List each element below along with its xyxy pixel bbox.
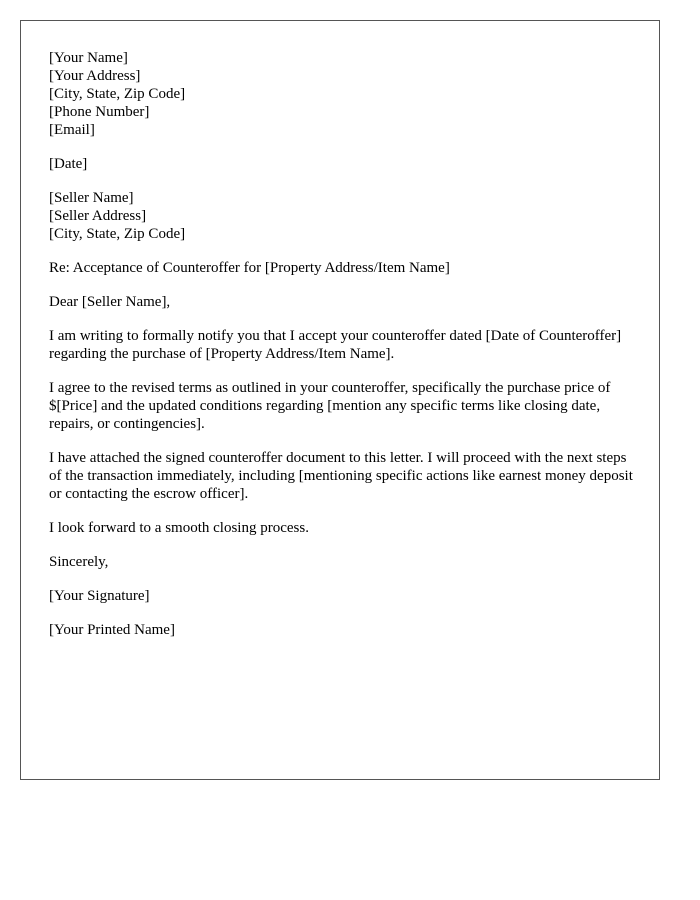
body-paragraph-2: I agree to the revised terms as outlined in your counteroffer, specifically the purchase price of $[Price] and the updated conditions regarding [mention any specific terms like closing date, repairs, or contingencies]. (49, 380, 611, 432)
sender-city-state-zip: [City, State, Zip Code] (49, 86, 186, 102)
subject-line: Re: Acceptance of Counteroffer for [Property Address/Item Name] (49, 260, 450, 276)
signature: [Your Signature] (49, 588, 150, 604)
letter-body (49, 49, 635, 655)
printed-name: [Your Printed Name] (49, 622, 175, 638)
body-paragraph-4: I look forward to a smooth closing process. (49, 520, 309, 536)
recipient-address: [Seller Address] (49, 208, 147, 224)
recipient-block (49, 189, 635, 243)
closing: Sincerely, (49, 554, 109, 570)
recipient-name: [Seller Name] (49, 190, 134, 206)
sender-address: [Your Address] (49, 68, 141, 84)
date-block (49, 155, 635, 173)
letter-page (20, 20, 660, 780)
sender-email: [Email] (49, 122, 95, 138)
salutation: Dear [Seller Name], (49, 294, 171, 310)
body-paragraph-3: I have attached the signed counteroffer document to this letter. I will proceed with the next steps of the transaction immediately, including [mentioning specific actions like earnest money deposit or contacting the escrow officer]. (49, 450, 633, 502)
recipient-city-state-zip: [City, State, Zip Code] (49, 226, 186, 242)
sender-block (49, 49, 635, 139)
sender-name: [Your Name] (49, 50, 128, 66)
letter-date: [Date] (49, 156, 88, 172)
body-paragraph-1: I am writing to formally notify you that I accept your counteroffer dated [Date of Counteroffer] regarding the purchase of [Property Address/Item Name]. (49, 328, 622, 362)
sender-phone: [Phone Number] (49, 104, 150, 120)
